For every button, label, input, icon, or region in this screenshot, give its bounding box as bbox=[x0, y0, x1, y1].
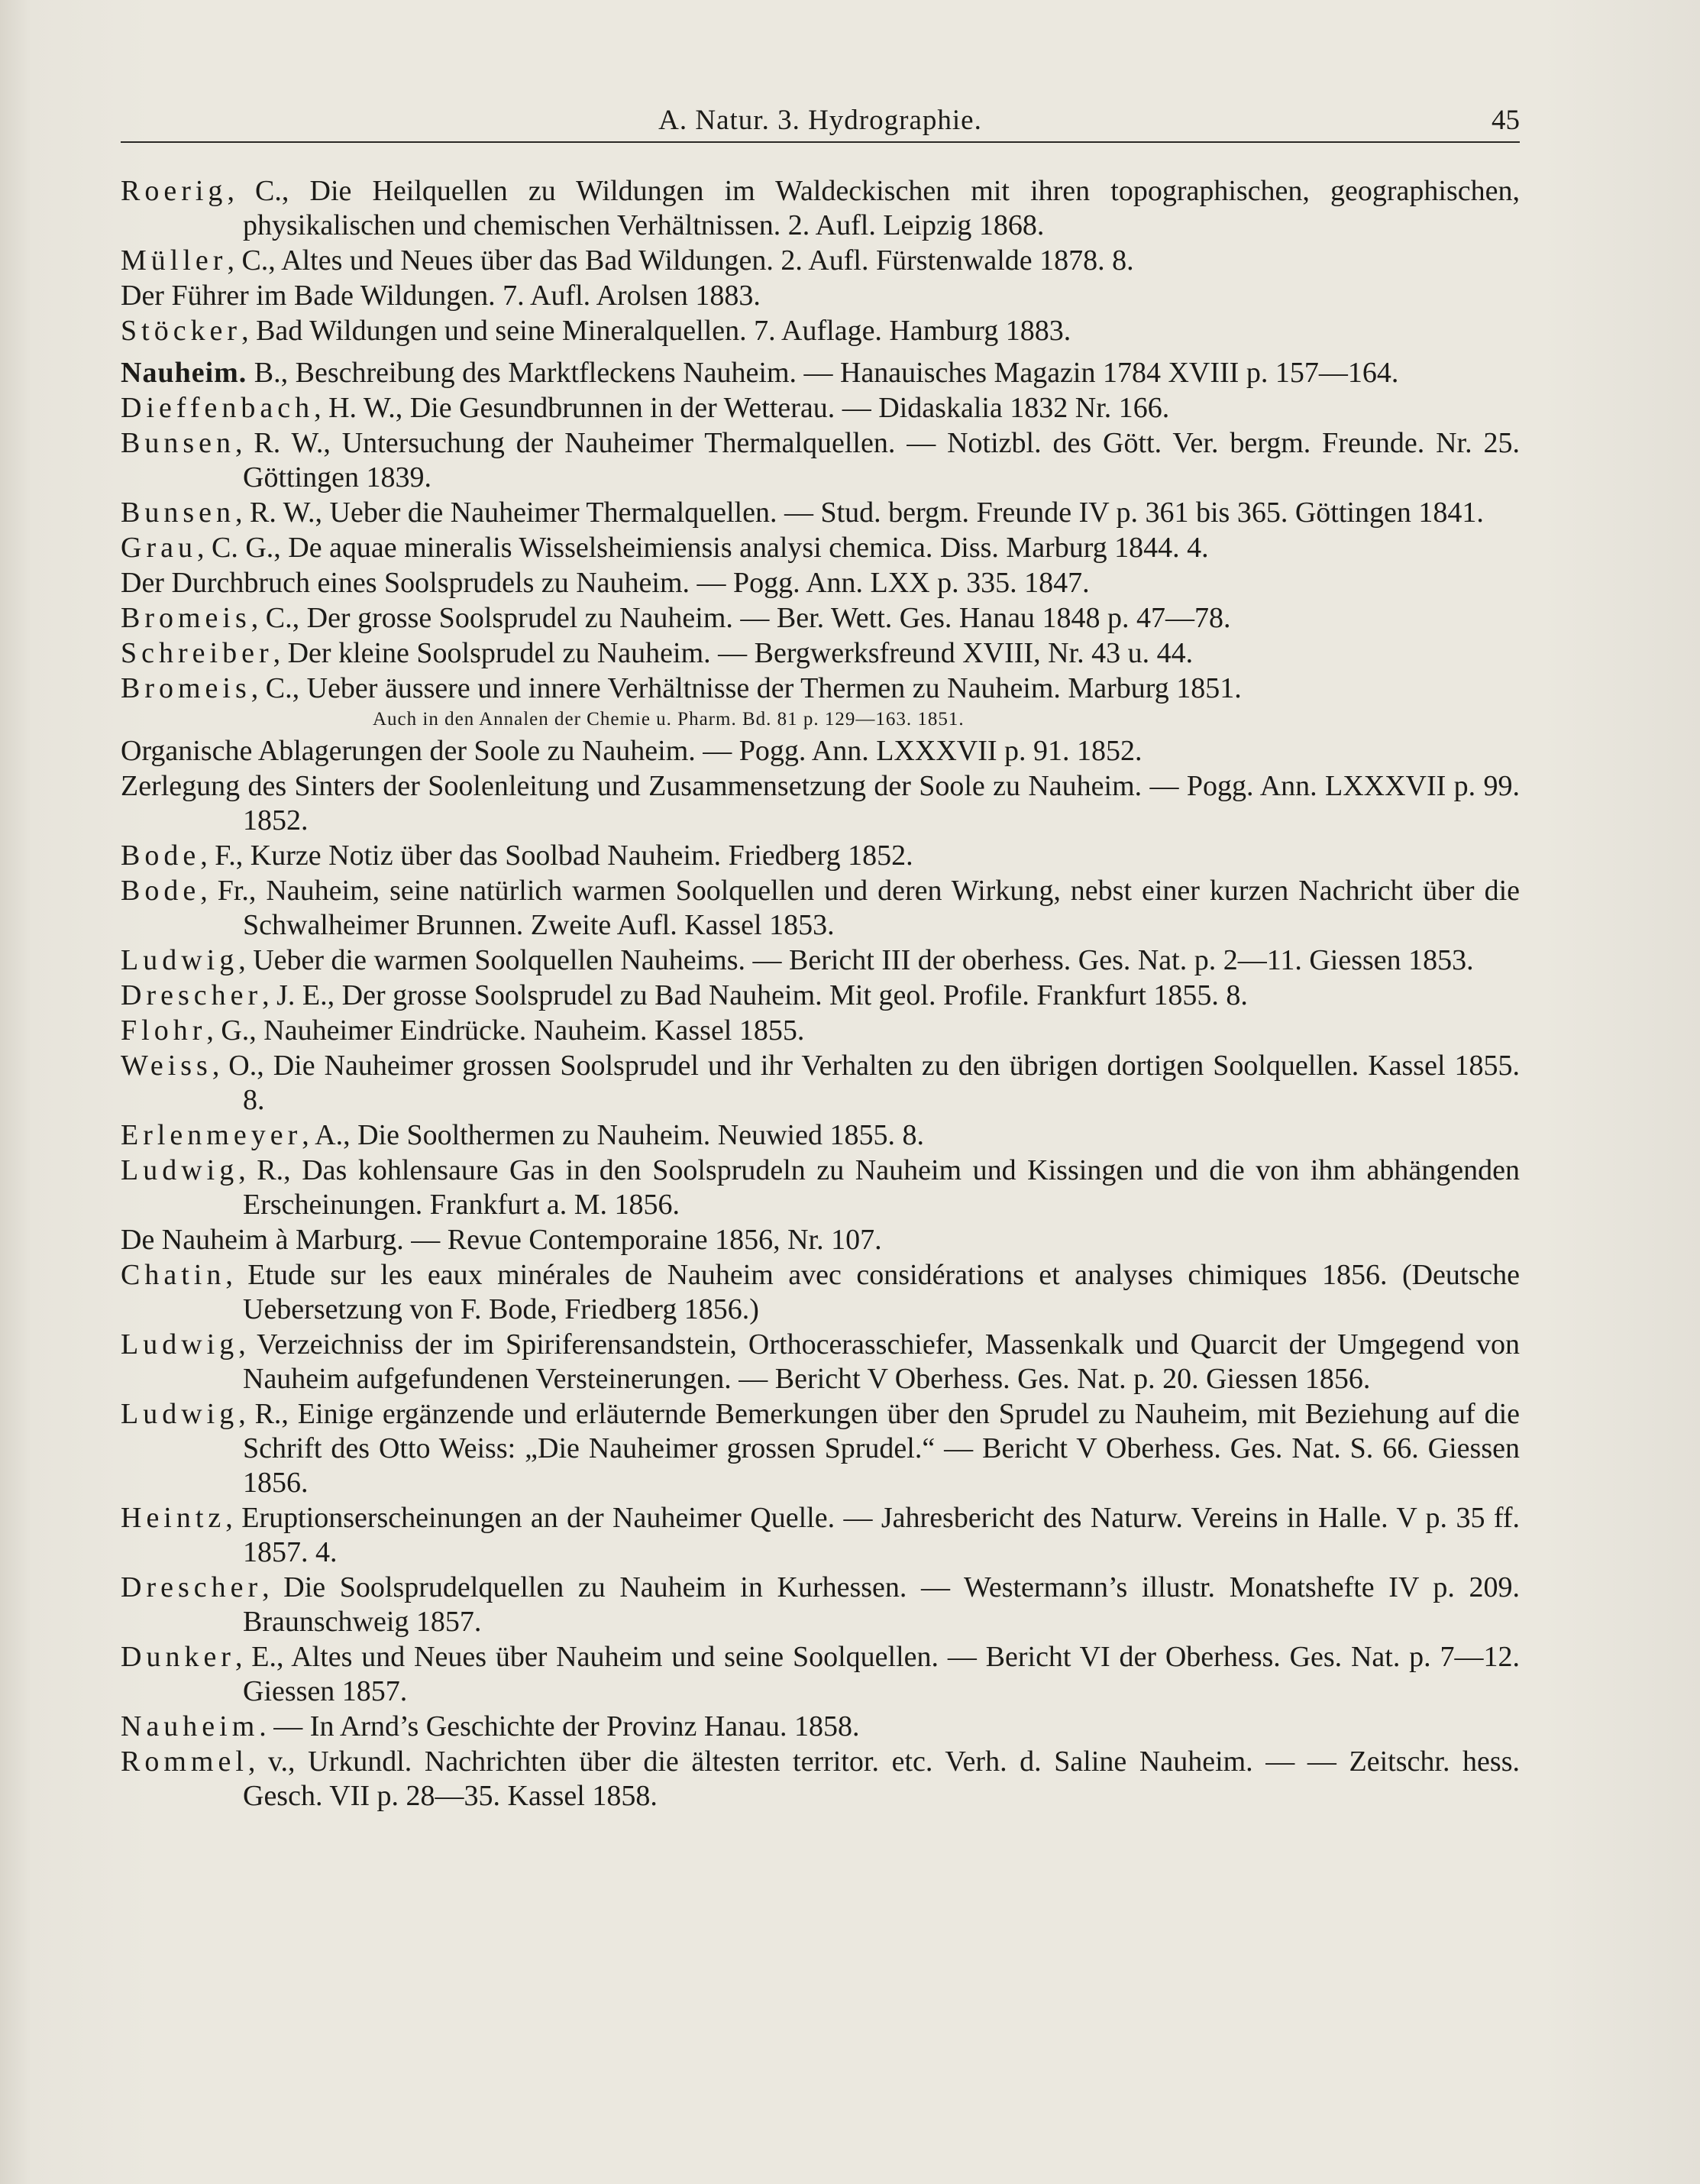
entry-text: , Bad Wildungen und seine Mineralquellen. 7. Auflage. Hamburg 1883. bbox=[241, 315, 1071, 347]
entry-footnote: Auch in den Annalen der Chemie u. Pharm. Bd. 81 p. 129—163. 1851. bbox=[373, 709, 965, 730]
entry-text: , R. W., Untersuchung der Nauheimer Thermalquellen. — Notizbl. des Gött. Ver. bergm. Freunde. Nr. 25. Göttingen 1839. bbox=[235, 427, 1520, 493]
bibliography-entry bbox=[121, 531, 1520, 565]
bibliography-entry bbox=[121, 244, 1520, 278]
entry-author: Schreiber bbox=[121, 637, 273, 669]
bibliography-entry bbox=[121, 1014, 1520, 1048]
entry-author: Ludwig bbox=[121, 1398, 239, 1430]
entry-author: Ludwig bbox=[121, 944, 239, 976]
running-title: A. Natur. 3. Hydrographie. bbox=[658, 105, 982, 136]
bibliography-entry bbox=[121, 1118, 1520, 1153]
bibliography-entry bbox=[121, 1328, 1520, 1396]
entry-text: , Die Soolsprudelquellen zu Nauheim in Kurhessen. — Westermann’s illustr. Monatshefte IV p. 209. Braunschweig 1857. bbox=[243, 1571, 1520, 1638]
entry-text: Zerlegung des Sinters der Soolenleitung und Zusammensetzung der Soole zu Nauheim. — Pogg. Ann. LXXXVII p. 99. 1852. bbox=[121, 770, 1520, 836]
entry-author: Grau bbox=[121, 532, 197, 564]
bibliography-entry bbox=[121, 1501, 1520, 1570]
bibliography-entry bbox=[121, 356, 1520, 390]
entry-author: Weiss bbox=[121, 1050, 212, 1082]
entry-author: Bunsen bbox=[121, 497, 235, 529]
bibliography-entry bbox=[121, 496, 1520, 530]
entry-text: , C., Ueber äussere und innere Verhältnisse der Thermen zu Nauheim. Marburg 1851. bbox=[250, 672, 1242, 704]
bibliography-entry bbox=[121, 1049, 1520, 1118]
bibliography-entry bbox=[121, 391, 1520, 425]
entry-author: Roerig bbox=[121, 175, 228, 207]
entry-author: Bode bbox=[121, 875, 201, 907]
bibliography-entry bbox=[121, 1710, 1520, 1744]
entry-text: , Ueber die warmen Soolquellen Nauheims. — Bericht III der oberhess. Ges. Nat. p. 2—11. Giessen 1853. bbox=[238, 944, 1474, 976]
bibliography-entry bbox=[121, 566, 1520, 600]
entry-author: Ludwig bbox=[121, 1328, 239, 1361]
entry-text: B., Beschreibung des Marktfleckens Nauheim. — Hanauisches Magazin 1784 XVIII p. 157—164. bbox=[247, 357, 1399, 389]
bibliography-entry bbox=[121, 1223, 1520, 1257]
bibliography-entry bbox=[121, 174, 1520, 243]
bibliography-entry bbox=[121, 1640, 1520, 1709]
entry-author: Rommel bbox=[121, 1746, 248, 1778]
entry-author: Bunsen bbox=[121, 427, 235, 459]
entry-author: Müller bbox=[121, 244, 228, 277]
entry-text: , Eruptionserscheinungen an der Nauheimer Quelle. — Jahresbericht des Naturw. Vereins in Halle. V p. 35 ff. 1857. 4. bbox=[225, 1502, 1520, 1568]
entry-author: Nauheim. bbox=[121, 357, 247, 389]
entry-text: Der Führer im Bade Wildungen. 7. Aufl. Arolsen 1883. bbox=[121, 280, 761, 312]
bibliography-entry bbox=[121, 943, 1520, 978]
entry-author: Chatin bbox=[121, 1259, 226, 1291]
entry-text: , v., Urkundl. Nachrichten über die ältesten territor. etc. Verh. d. Saline Nauheim. — — Zeitschr. hess. Gesch. VII p. 28—35. Kassel 1858. bbox=[243, 1746, 1520, 1812]
entry-text: Der Durchbruch eines Soolsprudels zu Nauheim. — Pogg. Ann. LXX p. 335. 1847. bbox=[121, 567, 1090, 599]
bibliography-entry bbox=[121, 636, 1520, 671]
entry-text: , Fr., Nauheim, seine natürlich warmen Soolquellen und deren Wirkung, nebst einer kurzen Nachricht über die Schwalheimer Brunnen. Zweite Aufl. Kassel 1853. bbox=[200, 875, 1520, 941]
page-header bbox=[121, 98, 1520, 145]
bibliography-list bbox=[121, 174, 1520, 1814]
bibliography-entry bbox=[121, 979, 1520, 1013]
entry-text: , R., Einige ergänzende und erläuternde Bemerkungen über den Sprudel zu Nauheim, mit Beziehung auf die Schrift des Otto Weiss: „Die Nauheimer grossen Sprudel.“ — Bericht V Oberhess. Ges. Nat. S. 66. Giessen 1856. bbox=[238, 1398, 1520, 1499]
entry-author: Drescher bbox=[121, 1571, 263, 1603]
entry-author: Dunker bbox=[121, 1641, 235, 1673]
entry-author: Dieffenbach bbox=[121, 392, 315, 424]
entry-author: Stöcker bbox=[121, 315, 242, 347]
entry-author: Erlenmeyer bbox=[121, 1119, 302, 1151]
entry-text: , H. W., Die Gesundbrunnen in der Wetterau. — Didaskalia 1832 Nr. 166. bbox=[314, 392, 1170, 424]
entry-text: . — In Arnd’s Geschichte der Provinz Hanau. 1858. bbox=[259, 1710, 860, 1742]
entry-text: , J. E., Der grosse Soolsprudel zu Bad Nauheim. Mit geol. Profile. Frankfurt 1855. 8. bbox=[262, 979, 1248, 1011]
entry-text: , E., Altes und Neues über Nauheim und seine Soolquellen. — Bericht VI der Oberhess. Ges. Nat. p. 7—12. Giessen 1857. bbox=[234, 1641, 1520, 1707]
entry-text: , G., Nauheimer Eindrücke. Nauheim. Kassel 1855. bbox=[206, 1014, 805, 1047]
entry-text: , A., Die Soolthermen zu Nauheim. Neuwied 1855. 8. bbox=[302, 1119, 924, 1151]
bibliography-entry bbox=[121, 874, 1520, 943]
bibliography-entry bbox=[121, 839, 1520, 873]
entry-text: De Nauheim à Marburg. — Revue Contemporaine 1856, Nr. 107. bbox=[121, 1224, 882, 1256]
bibliography-entry bbox=[121, 1397, 1520, 1500]
bibliography-entry bbox=[121, 426, 1520, 495]
bibliography-entry bbox=[121, 314, 1520, 348]
entry-author: Bromeis bbox=[121, 672, 251, 704]
bibliography-entry bbox=[121, 1153, 1520, 1222]
entry-text: , C. G., De aquae mineralis Wisselsheimiensis analysi chemica. Diss. Marburg 1844. 4. bbox=[196, 532, 1209, 564]
entry-author: Drescher bbox=[121, 979, 263, 1011]
entry-text: , O., Die Nauheimer grossen Soolsprudel und ihr Verhalten zu den übrigen dortigen Soolquellen. Kassel 1855. 8. bbox=[212, 1050, 1520, 1116]
entry-text: , C., Die Heilquellen zu Wildungen im Waldeckischen mit ihren topographischen, geographischen, physikalischen und chemischen Verhältnissen. 2. Aufl. Leipzig 1868. bbox=[227, 175, 1520, 241]
entry-author: Bode bbox=[121, 840, 201, 872]
entry-text: , Verzeichniss der im Spiriferensandstein, Orthocerasschiefer, Massenkalk und Quarcit der Umgegend von Nauheim aufgefundenen Versteinerungen. — Bericht V Oberhess. Ges. Nat. p. 20. Giessen 1856. bbox=[238, 1328, 1520, 1395]
entry-text: , R., Das kohlensaure Gas in den Soolsprudeln zu Nauheim und Kissingen und die von ihm abhängenden Erscheinungen. Frankfurt a. M. 1856. bbox=[238, 1154, 1520, 1221]
bibliography-entry bbox=[121, 1571, 1520, 1639]
entry-author: Bromeis bbox=[121, 602, 251, 634]
entry-author: Flohr bbox=[121, 1014, 207, 1047]
header-rule bbox=[121, 141, 1520, 143]
entry-text: , R. W., Ueber die Nauheimer Thermalquellen. — Stud. bergm. Freunde IV p. 361 bis 365. Göttingen 1841. bbox=[235, 497, 1484, 529]
bibliography-entry bbox=[121, 1745, 1520, 1814]
bibliography-entry bbox=[121, 734, 1520, 768]
bibliography-entry bbox=[121, 279, 1520, 313]
bibliography-entry bbox=[121, 601, 1520, 636]
entry-text: , Der kleine Soolsprudel zu Nauheim. — Bergwerksfreund XVIII, Nr. 43 u. 44. bbox=[273, 637, 1194, 669]
entry-text: , F., Kurze Notiz über das Soolbad Nauheim. Friedberg 1852. bbox=[200, 840, 913, 872]
entry-text: , Etude sur les eaux minérales de Nauheim avec considérations et analyses chimiques 1856. (Deutsche Uebersetzung von F. Bode, Friedberg 1856.) bbox=[225, 1259, 1520, 1325]
bibliography-entry bbox=[121, 769, 1520, 838]
entry-text: Organische Ablagerungen der Soole zu Nauheim. — Pogg. Ann. LXXXVII p. 91. 1852. bbox=[121, 735, 1142, 767]
bibliography-entry bbox=[121, 671, 1520, 706]
page-number: 45 bbox=[1492, 105, 1520, 136]
entry-author: Heintz bbox=[121, 1502, 226, 1534]
entry-author: Nauheim bbox=[121, 1710, 260, 1742]
bibliography-entry bbox=[121, 1258, 1520, 1327]
entry-text: , C., Altes und Neues über das Bad Wildungen. 2. Aufl. Fürstenwalde 1878. 8. bbox=[227, 244, 1134, 277]
entry-author: Ludwig bbox=[121, 1154, 239, 1186]
entry-text: , C., Der grosse Soolsprudel zu Nauheim. — Ber. Wett. Ges. Hanau 1848 p. 47—78. bbox=[250, 602, 1231, 634]
